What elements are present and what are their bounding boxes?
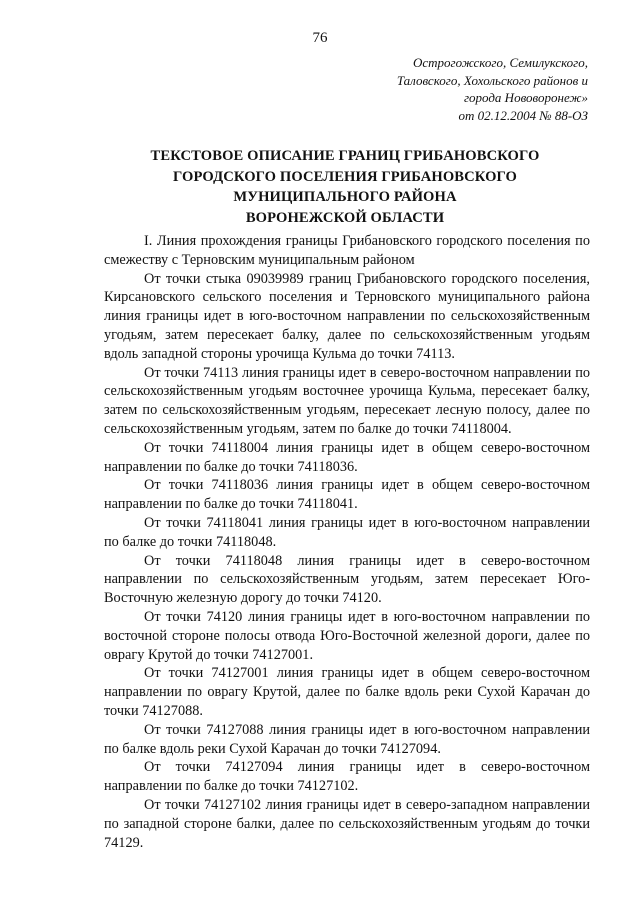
- boundary-paragraph: От точки 74118041 линия границы идет в юго-восточном направлении по балке до точки 74118048.: [104, 514, 590, 550]
- law-reference-line: Острогожского, Семилукского,: [412, 55, 588, 70]
- boundary-paragraph: От точки 74113 линия границы идет в северо-восточном направлении по сельскохозяйственным угодьям восточнее урочища Кульма, пересекает балку, затем по сельскохозяйственным угодьям, пересекает лесную полосу, далее по сельскохозяйственным угодьям, затем по балке до точки 74118004.: [104, 364, 590, 437]
- section-heading-paragraph: I. Линия прохождения границы Грибановского городского поселения по смежеству с Терновским муниципальным районом: [104, 233, 590, 268]
- document-title-line: ГОРОДСКОГО ПОСЕЛЕНИЯ ГРИБАНОВСКОГО: [172, 168, 518, 185]
- page-number: 76: [312, 30, 328, 46]
- document-title-line: МУНИЦИПАЛЬНОГО РАЙОНА: [233, 189, 457, 205]
- boundary-paragraph: От точки 74127088 линия границы идет в юго-восточном направлении по балке вдоль реки Сухой Карачан до точки 74127094.: [104, 721, 590, 757]
- law-reference-line: от 02.12.2004 № 88-ОЗ: [458, 107, 588, 123]
- boundary-paragraph: От точки 74118036 линия границы идет в общем северо-восточном направлении по балке до точки 74118041.: [104, 477, 590, 513]
- document-title-line: ТЕКСТОВОЕ ОПИСАНИЕ ГРАНИЦ ГРИБАНОВСКОГО: [150, 148, 540, 164]
- law-reference-note: [328, 54, 588, 124]
- document-title: [80, 146, 610, 228]
- law-reference-line: города Нововоронеж»: [463, 90, 588, 105]
- boundary-paragraph: От точки 74127102 линия границы идет в северо-западном направлении по западной стороне балки, далее по сельскохозяйственным угодьям до точки 74129.: [104, 796, 590, 851]
- boundary-paragraph: От точки 74120 линия границы идет в юго-восточном направлении по восточной стороне полосы отвода Юго-Восточной железной дороги, далее по оврагу Крутой до точки 74127001.: [104, 608, 590, 663]
- boundary-paragraph: От точки 74127001 линия границы идет в общем северо-восточном направлении по оврагу Крутой, далее по балке вдоль реки Сухой Карачан до точки 74127088.: [104, 665, 590, 719]
- boundary-description: [104, 232, 590, 852]
- law-reference-line: Таловского, Хохольского районов и: [396, 72, 588, 88]
- boundary-paragraph: От точки стыка 09039989 границ Грибановского городского поселения, Кирсановского сельского поселения и Терновского муниципального района линия границы идет в юго-восточном направлении по сельскохозяйственным угодьям, затем пересекает балку, далее по сельскохозяйственным угодьям вдоль западной стороны урочища Кульма до точки 74113.: [104, 270, 590, 362]
- document-title-line: ВОРОНЕЖСКОЙ ОБЛАСТИ: [245, 209, 445, 226]
- boundary-paragraph: От точки 74118004 линия границы идет в общем северо-восточном направлении по балке до точки 74118036.: [104, 439, 590, 475]
- boundary-paragraph: От точки 74127094 линия границы идет в северо-восточном направлении по балке до точки 74127102.: [104, 759, 590, 795]
- boundary-paragraph: От точки 74118048 линия границы идет в северо-восточном направлении по сельскохозяйственным угодьям, затем пересекает Юго-Восточную железную дорогу до точки 74120.: [104, 552, 590, 607]
